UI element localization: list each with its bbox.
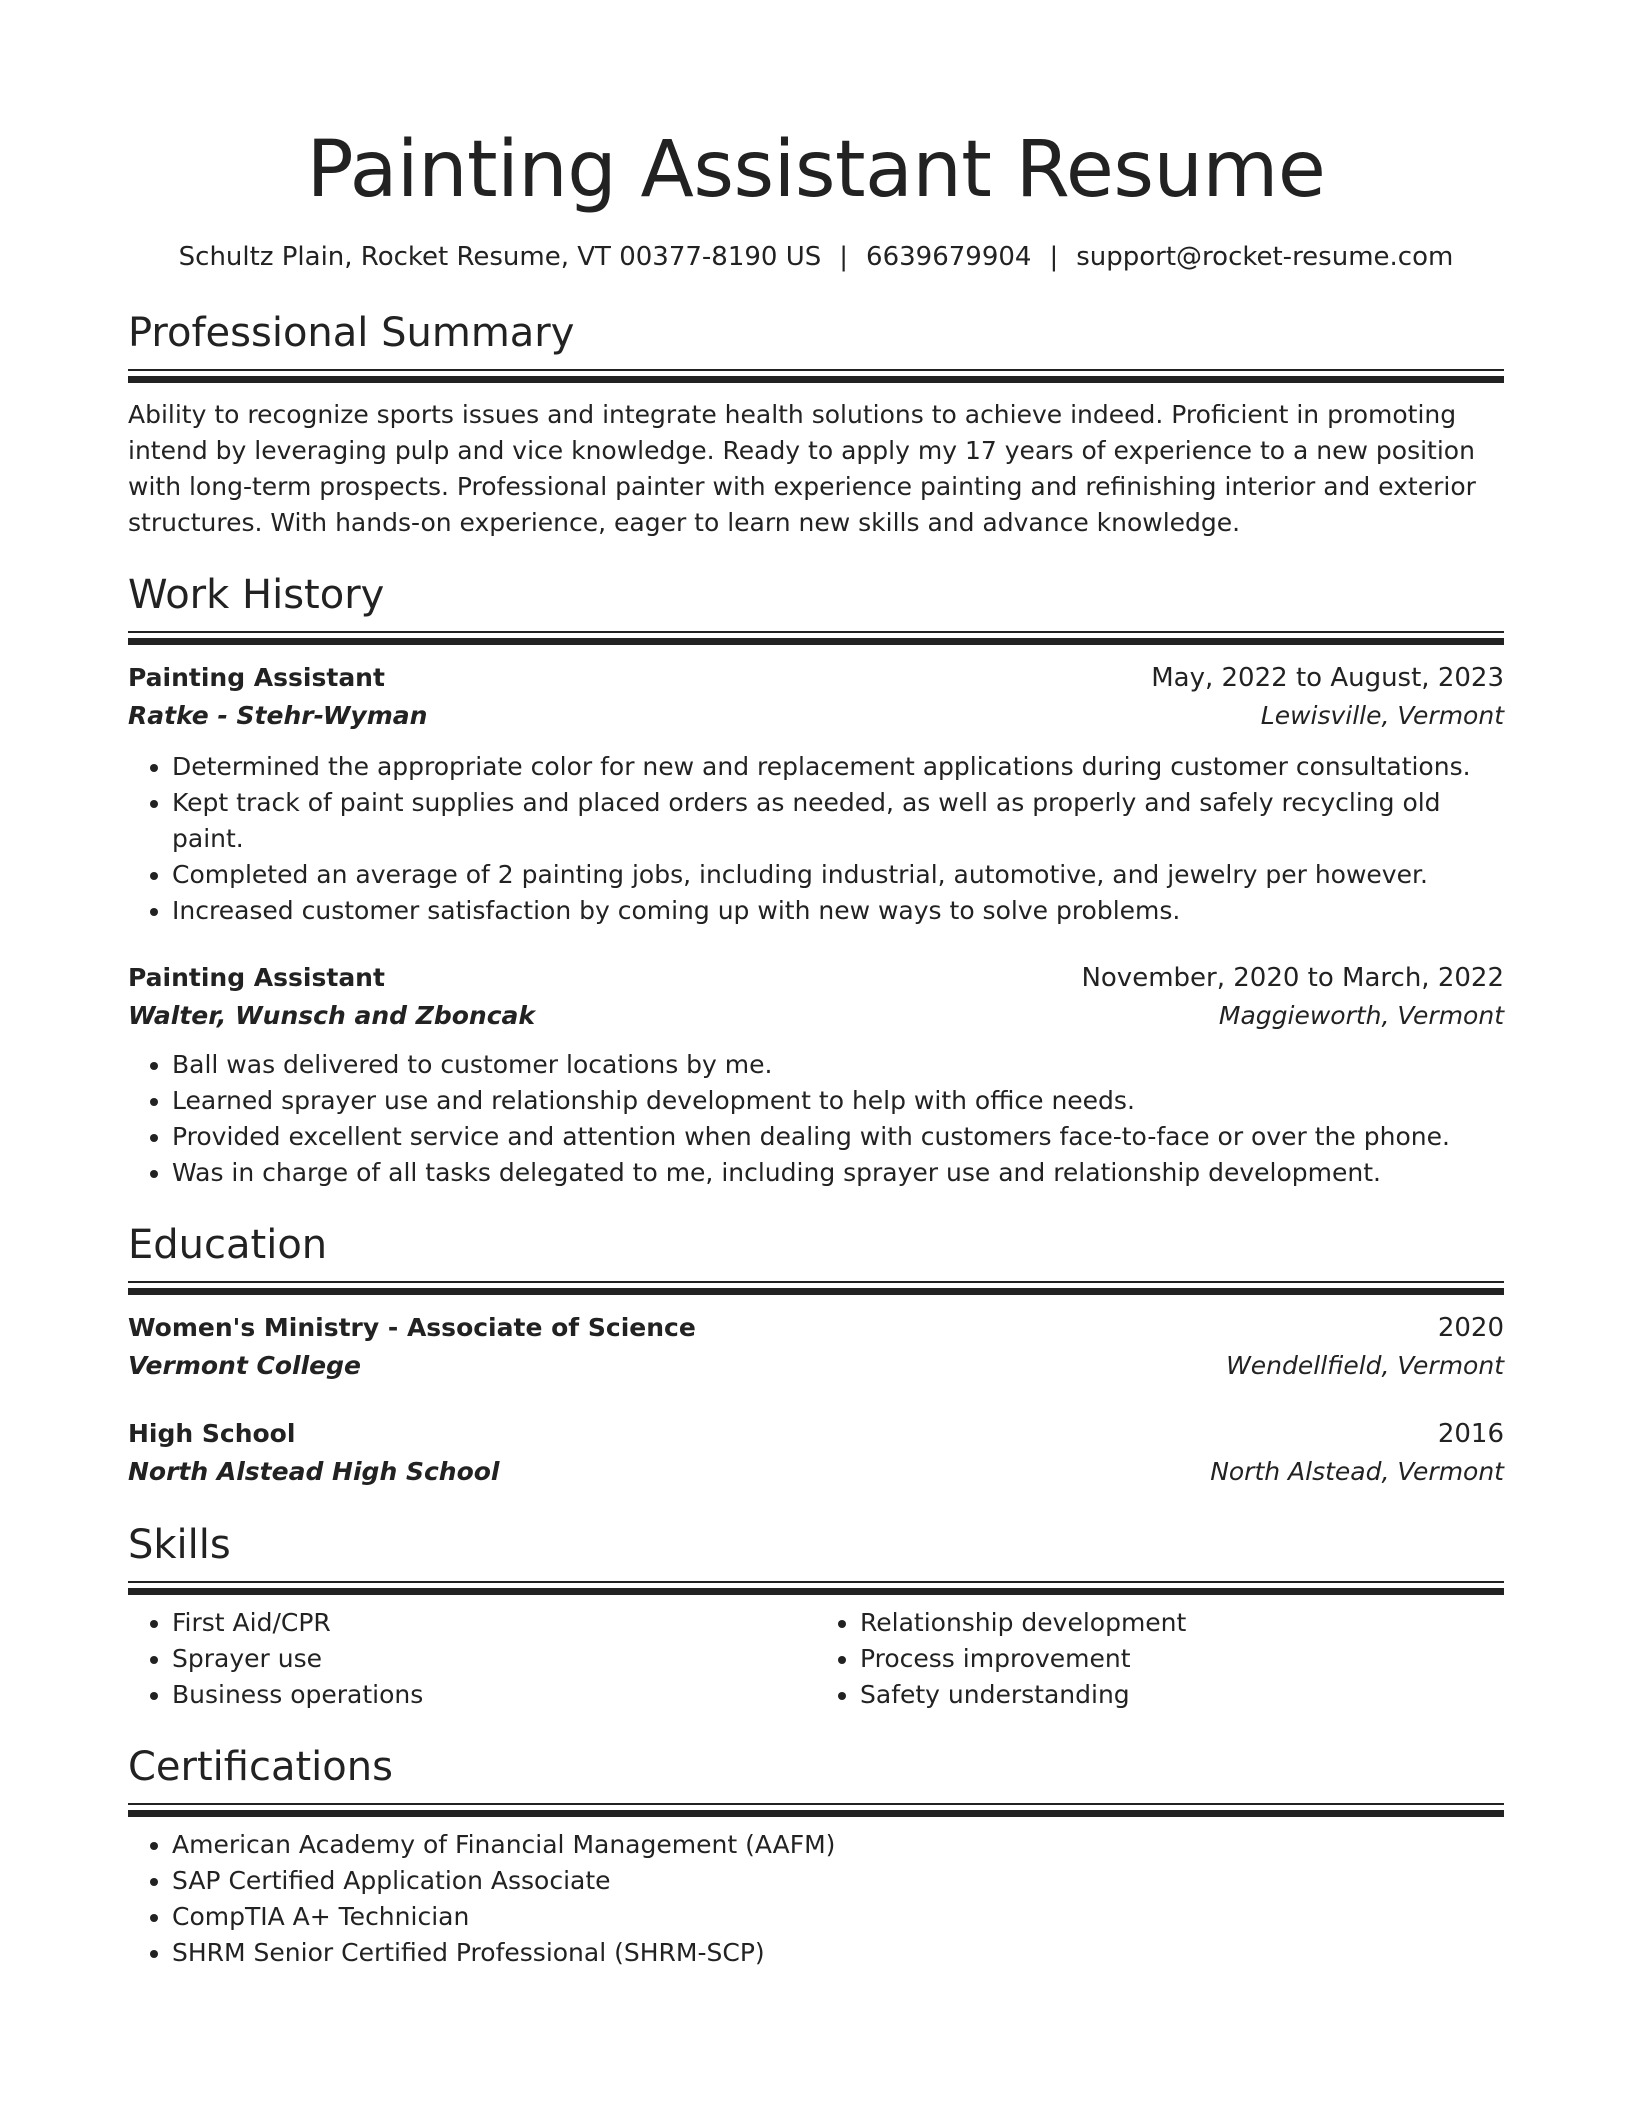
skills-list-right <box>816 1605 1504 1713</box>
skills-list-left <box>128 1605 816 1713</box>
list-item: • Determined the appropriate color for new and replacement applications during customer consultations. <box>172 749 1504 785</box>
section-heading-certifications: Certifications <box>128 1744 393 1790</box>
list-item: • Completed an average of 2 painting jobs, including industrial, automotive, and jewelry per however. <box>172 857 1504 893</box>
section-divider <box>128 1281 1504 1295</box>
job-title: Painting Assistant <box>128 663 385 692</box>
job-bullets <box>128 749 1504 929</box>
education-section <box>128 1219 1504 1491</box>
education-location: Wendellfield, Vermont <box>1226 1351 1504 1380</box>
list-item: • Safety understanding <box>860 1677 1504 1713</box>
job-dates: November, 2020 to March, 2022 <box>1081 963 1504 993</box>
education-year: 2016 <box>1437 1419 1504 1449</box>
job-location: Lewisville, Vermont <box>1260 701 1504 730</box>
list-item: • CompTIA A+ Technician <box>172 1899 1504 1935</box>
page-title: Painting Assistant Resume <box>306 125 1326 215</box>
skills-section <box>128 1519 1504 1713</box>
section-heading-education: Education <box>128 1222 328 1268</box>
summary-text: Ability to recognize sports issues and integrate health solutions to achieve indeed. Proficient in promoting intend by leveraging pulp and vice knowledge. Ready to apply my 17 years of experience to a new position with long-term prospects. Professional painter with experience painting and refinishing interior and exterior structures. With hands-on experience, eager to learn new skills and advance knowledge. <box>128 400 1476 537</box>
list-item: • Was in charge of all tasks delegated to me, including sprayer use and relationship development. <box>172 1155 1504 1191</box>
skills-columns <box>128 1605 1504 1713</box>
job-location: Maggieworth, Vermont <box>1218 1001 1504 1030</box>
education-degree: Women's Ministry - Associate of Science <box>128 1313 696 1342</box>
section-heading-work: Work History <box>128 572 385 618</box>
contact-line <box>128 240 1504 274</box>
list-item: • Sprayer use <box>172 1641 816 1677</box>
contact-phone: 6639679904 <box>866 242 1032 272</box>
list-item: • American Academy of Financial Management (AAFM) <box>172 1827 1504 1863</box>
section-divider <box>128 631 1504 645</box>
summary-section <box>128 307 1504 541</box>
job-entry <box>128 659 1504 929</box>
job-dates: May, 2022 to August, 2023 <box>1151 663 1504 693</box>
education-entry <box>128 1309 1504 1385</box>
education-school: North Alstead High School <box>128 1457 500 1486</box>
section-divider <box>128 1581 1504 1595</box>
contact-separator: | <box>839 242 849 272</box>
contact-separator: | <box>1049 242 1059 272</box>
list-item: • Relationship development <box>860 1605 1504 1641</box>
job-title: Painting Assistant <box>128 963 385 992</box>
education-location: North Alstead, Vermont <box>1210 1457 1504 1486</box>
list-item: • Increased customer satisfaction by coming up with new ways to solve problems. <box>172 893 1504 929</box>
job-bullets <box>128 1047 1504 1191</box>
certifications-section <box>128 1741 1504 1971</box>
section-divider <box>128 1803 1504 1817</box>
section-divider <box>128 369 1504 383</box>
list-item: • First Aid/CPR <box>172 1605 816 1641</box>
section-heading-skills: Skills <box>128 1522 231 1568</box>
work-history-section <box>128 569 1504 1191</box>
list-item: • SHRM Senior Certified Professional (SHRM-SCP) <box>172 1935 1504 1971</box>
section-heading-summary: Professional Summary <box>128 310 575 356</box>
list-item: • Kept track of paint supplies and placed orders as needed, as well as properly and safely recycling old paint. <box>172 785 1504 857</box>
certifications-list <box>128 1827 1504 1971</box>
job-employer: Walter, Wunsch and Zboncak <box>128 1001 536 1030</box>
list-item: • Process improvement <box>860 1641 1504 1677</box>
education-degree: High School <box>128 1419 296 1448</box>
list-item: • Ball was delivered to customer locations by me. <box>172 1047 1504 1083</box>
education-school: Vermont College <box>128 1351 361 1380</box>
list-item: • SAP Certified Application Associate <box>172 1863 1504 1899</box>
contact-email[interactable]: support@rocket-resume.com <box>1076 242 1454 272</box>
education-entry <box>128 1415 1504 1491</box>
list-item: • Learned sprayer use and relationship development to help with office needs. <box>172 1083 1504 1119</box>
list-item: • Business operations <box>172 1677 816 1713</box>
contact-address: Schultz Plain, Rocket Resume, VT 00377-8190 US <box>178 242 822 272</box>
job-entry <box>128 959 1504 1191</box>
list-item: • Provided excellent service and attention when dealing with customers face-to-face or over the phone. <box>172 1119 1504 1155</box>
education-year: 2020 <box>1437 1313 1504 1343</box>
job-employer: Ratke - Stehr-Wyman <box>128 701 428 730</box>
